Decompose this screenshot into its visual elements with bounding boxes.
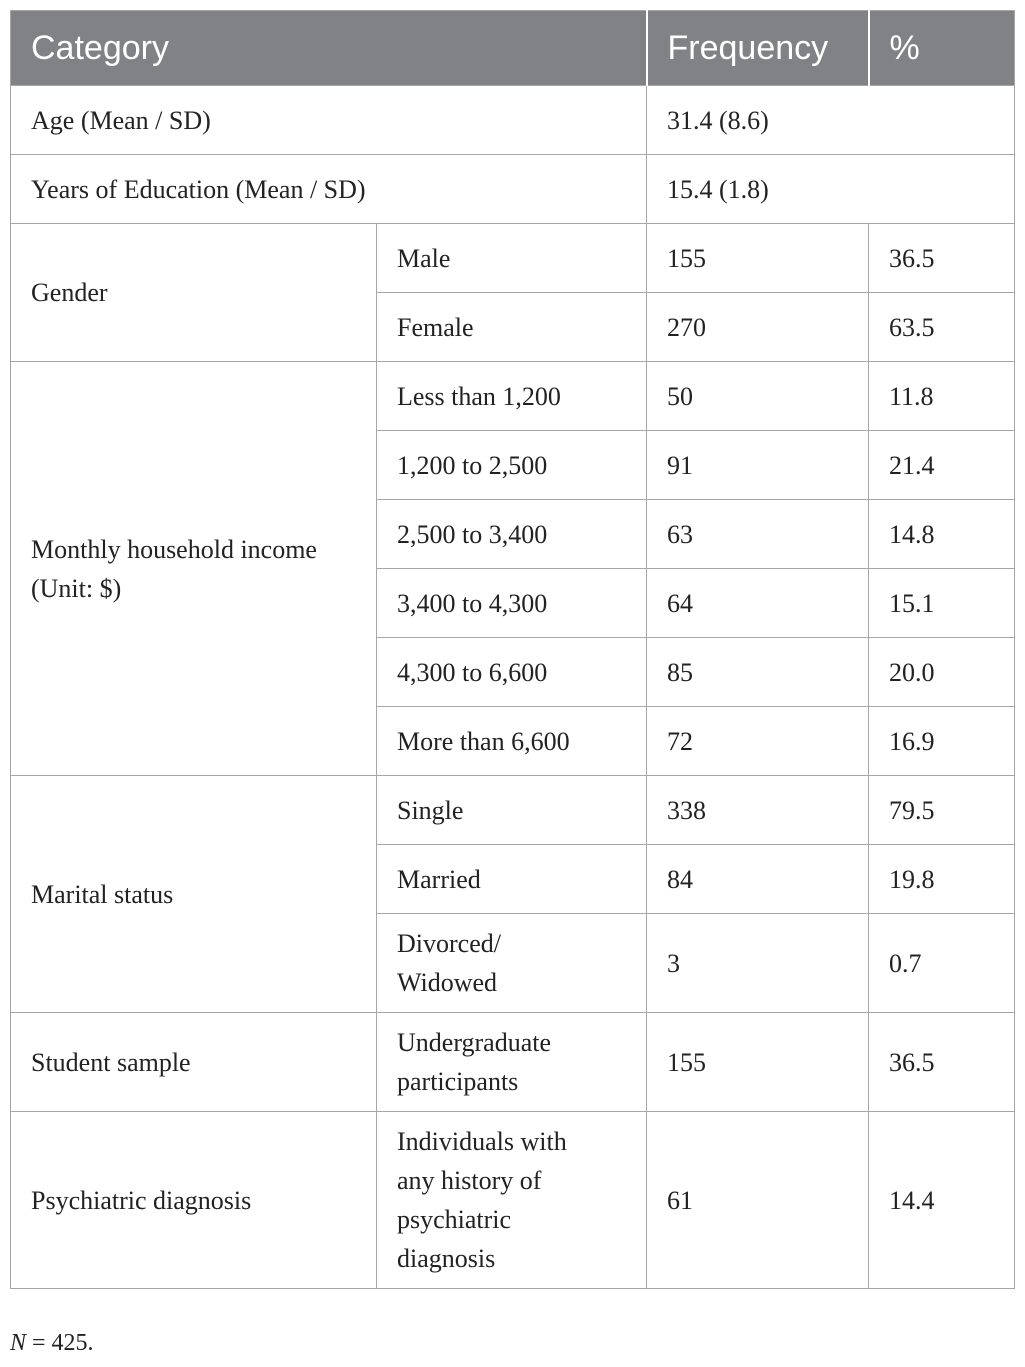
percent-cell: 63.5 — [869, 293, 1015, 362]
subcategory-label: More than 6,600 — [377, 707, 647, 776]
student-item-line1: Undergraduate — [397, 1028, 552, 1057]
frequency-cell: 155 — [647, 224, 869, 293]
table-row — [11, 362, 1015, 431]
frequency-cell: 63 — [647, 500, 869, 569]
percent-cell: 19.8 — [869, 845, 1015, 914]
subcategory-label: 3,400 to 4,300 — [377, 569, 647, 638]
header-category: Category — [11, 11, 647, 86]
marital-divorced-line1: Divorced/ — [397, 929, 501, 958]
percent-cell: 36.5 — [869, 1013, 1015, 1112]
subcategory-label — [377, 1112, 647, 1289]
table-body — [11, 86, 1015, 1289]
row-label-education: Years of Education (Mean / SD) — [11, 155, 647, 224]
subcategory-label: Married — [377, 845, 647, 914]
table-row — [11, 86, 1015, 155]
percent-cell: 11.8 — [869, 362, 1015, 431]
frequency-cell: 270 — [647, 293, 869, 362]
table-row — [11, 776, 1015, 845]
subcategory-label: 4,300 to 6,600 — [377, 638, 647, 707]
row-label-age: Age (Mean / SD) — [11, 86, 647, 155]
frequency-cell: 91 — [647, 431, 869, 500]
row-value-age: 31.4 (8.6) — [647, 86, 1015, 155]
subcategory-label: 1,200 to 2,500 — [377, 431, 647, 500]
demographics-table — [10, 10, 1015, 1289]
subcategory-label: 2,500 to 3,400 — [377, 500, 647, 569]
subcategory-label: Male — [377, 224, 647, 293]
psychiatric-item-line3: psychiatric — [397, 1205, 512, 1234]
percent-cell: 0.7 — [869, 914, 1015, 1013]
psychiatric-item-line1: Individuals with — [397, 1127, 567, 1156]
table-row — [11, 224, 1015, 293]
percent-cell: 14.8 — [869, 500, 1015, 569]
subcategory-label — [377, 914, 647, 1013]
subcategory-label: Female — [377, 293, 647, 362]
footnote-symbol: N — [10, 1330, 27, 1356]
subcategory-label: Single — [377, 776, 647, 845]
table-header — [11, 11, 1015, 86]
footnote-text: = 425. — [26, 1330, 94, 1356]
income-label-line2: (Unit: $) — [31, 573, 122, 603]
student-item-line2: participants — [397, 1067, 519, 1096]
header-frequency: Frequency — [647, 11, 869, 86]
header-row — [11, 11, 1015, 86]
percent-cell: 36.5 — [869, 224, 1015, 293]
frequency-cell: 61 — [647, 1112, 869, 1289]
psychiatric-item-line4: diagnosis — [397, 1244, 496, 1273]
frequency-cell: 64 — [647, 569, 869, 638]
group-label-gender: Gender — [11, 224, 377, 362]
table-row — [11, 1112, 1015, 1289]
frequency-cell: 3 — [647, 914, 869, 1013]
frequency-cell: 84 — [647, 845, 869, 914]
header-percent: % — [869, 11, 1015, 86]
percent-cell: 14.4 — [869, 1112, 1015, 1289]
group-label-income — [11, 362, 377, 776]
marital-divorced-line2: Widowed — [397, 968, 498, 997]
frequency-cell: 155 — [647, 1013, 869, 1112]
row-value-education: 15.4 (1.8) — [647, 155, 1015, 224]
percent-cell: 16.9 — [869, 707, 1015, 776]
psychiatric-item-line2: any history of — [397, 1166, 542, 1195]
percent-cell: 79.5 — [869, 776, 1015, 845]
frequency-cell: 50 — [647, 362, 869, 431]
table-row — [11, 155, 1015, 224]
group-label-psychiatric: Psychiatric diagnosis — [11, 1112, 377, 1289]
group-label-marital: Marital status — [11, 776, 377, 1013]
percent-cell: 20.0 — [869, 638, 1015, 707]
subcategory-label — [377, 1013, 647, 1112]
subcategory-label: Less than 1,200 — [377, 362, 647, 431]
table-footnote — [10, 1330, 94, 1357]
table-row — [11, 1013, 1015, 1112]
income-label-line1: Monthly household income — [31, 534, 317, 564]
percent-cell: 15.1 — [869, 569, 1015, 638]
frequency-cell: 72 — [647, 707, 869, 776]
frequency-cell: 85 — [647, 638, 869, 707]
percent-cell: 21.4 — [869, 431, 1015, 500]
group-label-student: Student sample — [11, 1013, 377, 1112]
frequency-cell: 338 — [647, 776, 869, 845]
